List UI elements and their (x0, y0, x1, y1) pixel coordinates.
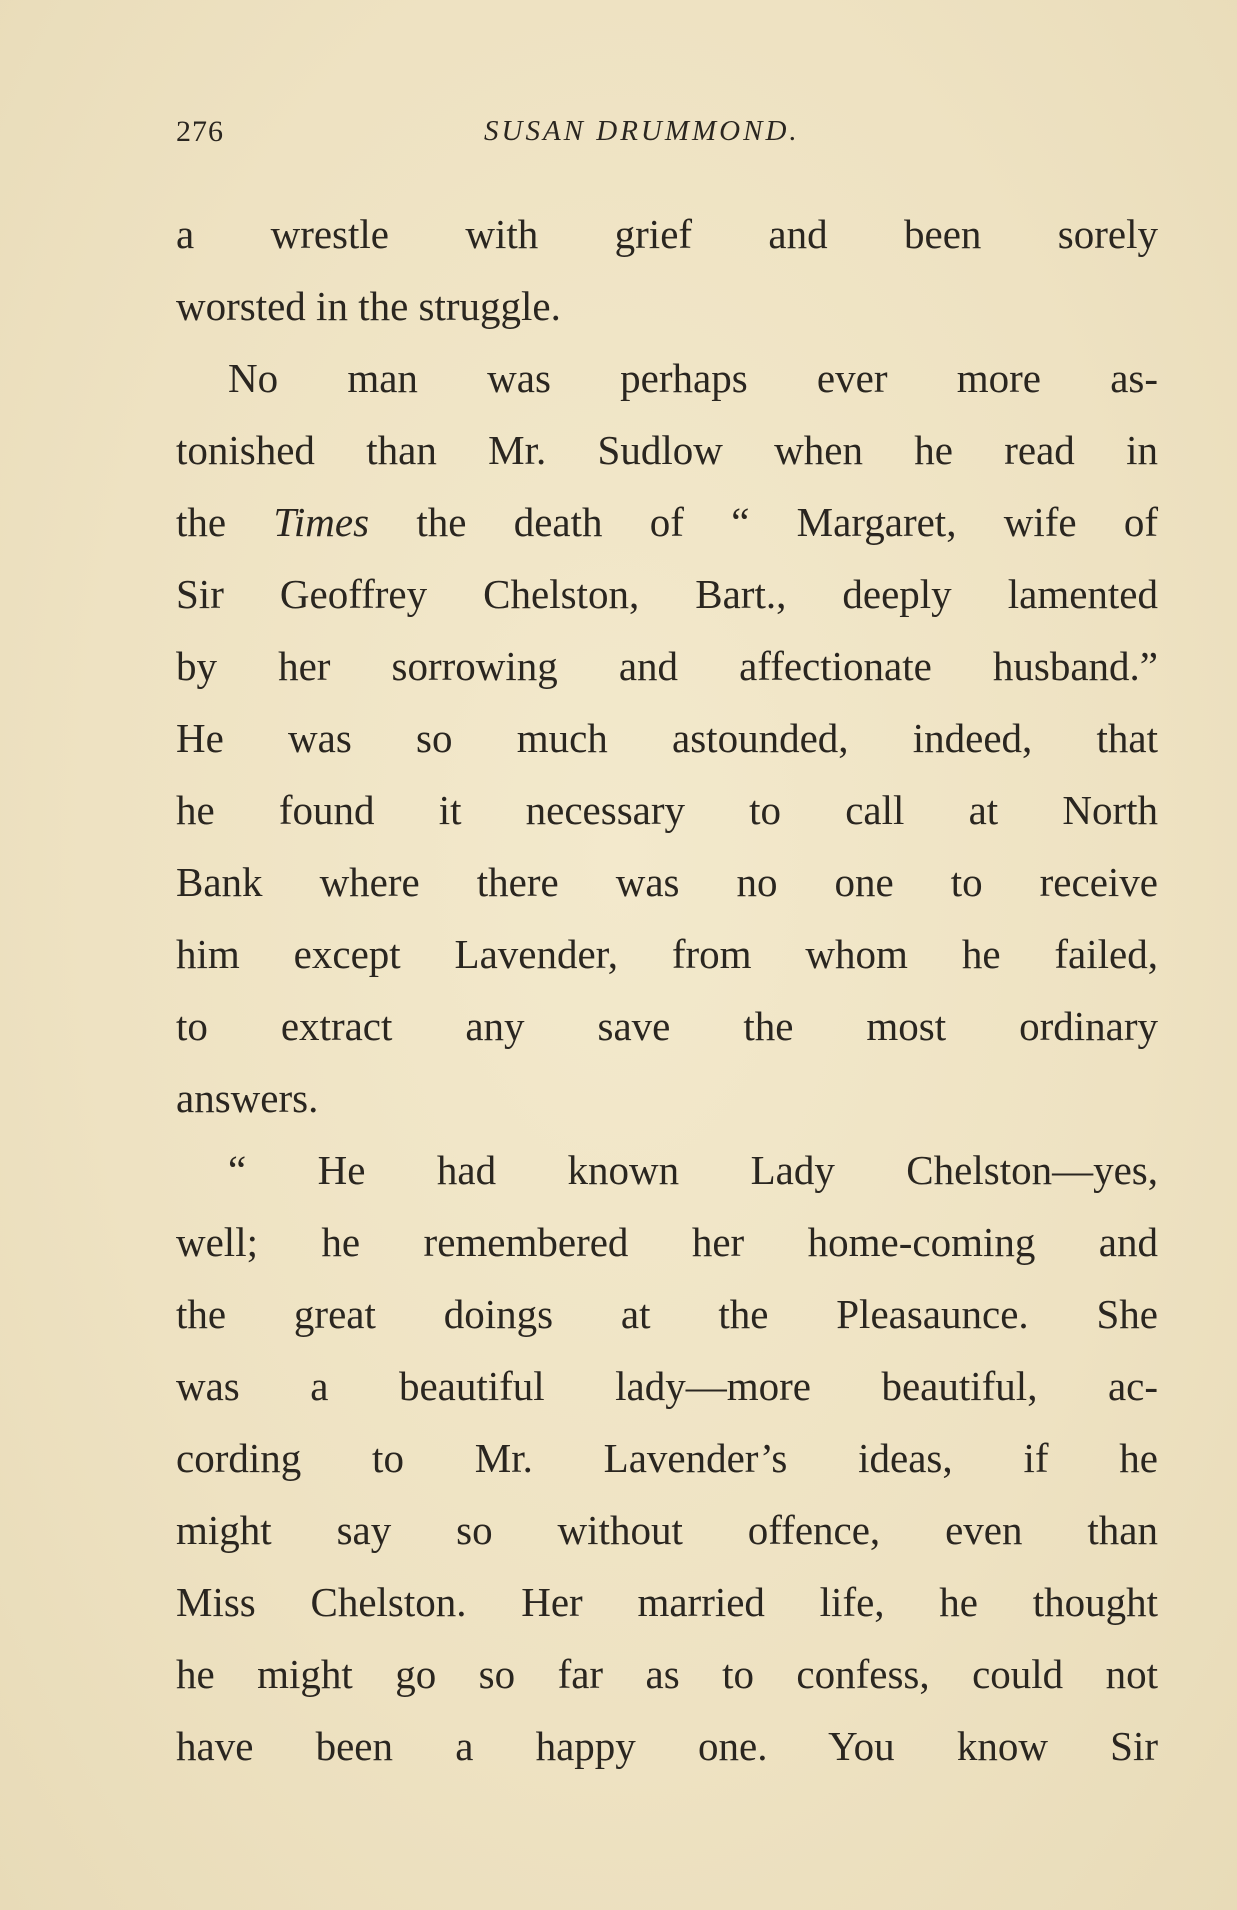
text-line: might say so without offence, even than (176, 1507, 1158, 1553)
text-line: Bank where there was no one to receive (176, 859, 1158, 905)
text-line: Miss Chelston. Her married life, he thought (176, 1579, 1158, 1625)
running-title: SUSAN DRUMMOND. (484, 115, 800, 147)
text-line: a wrestle with grief and been sorely (176, 211, 1158, 257)
text-segment: the (176, 499, 274, 545)
text-line: He was so much astounded, indeed, that (176, 715, 1158, 761)
text-line: answers. (176, 1075, 319, 1121)
page-header (176, 115, 1162, 155)
text-line: to extract any save the most ordinary (176, 1003, 1158, 1049)
text-segment: the death of “ Margaret, wife of (369, 499, 1158, 545)
text-line: well; he remembered her home-coming and (176, 1219, 1158, 1265)
text-line: he found it necessary to call at North (176, 787, 1158, 833)
text-line: “ He had known Lady Chelston—yes, (228, 1147, 1158, 1193)
text-line: him except Lavender, from whom he failed, (176, 931, 1158, 977)
text-line: by her sorrowing and affectionate husband.” (176, 643, 1158, 689)
newspaper-title: Times (273, 499, 370, 545)
text-line (176, 486, 1158, 558)
text-line: worsted in the struggle. (176, 283, 561, 329)
text-line: cording to Mr. Lavender’s ideas, if he (176, 1435, 1158, 1481)
text-line: he might go so far as to confess, could not (176, 1651, 1158, 1697)
text-line: was a beautiful lady—more beautiful, ac- (176, 1363, 1158, 1409)
text-line: Sir Geoffrey Chelston, Bart., deeply lamented (176, 571, 1158, 617)
text-line: the great doings at the Pleasaunce. She (176, 1291, 1158, 1337)
text-line: tonished than Mr. Sudlow when he read in (176, 427, 1158, 473)
body-text (176, 198, 1158, 1782)
page-number: 276 (176, 115, 224, 148)
text-line: have been a happy one. You know Sir (176, 1723, 1158, 1769)
text-line: No man was perhaps ever more as- (228, 355, 1158, 401)
